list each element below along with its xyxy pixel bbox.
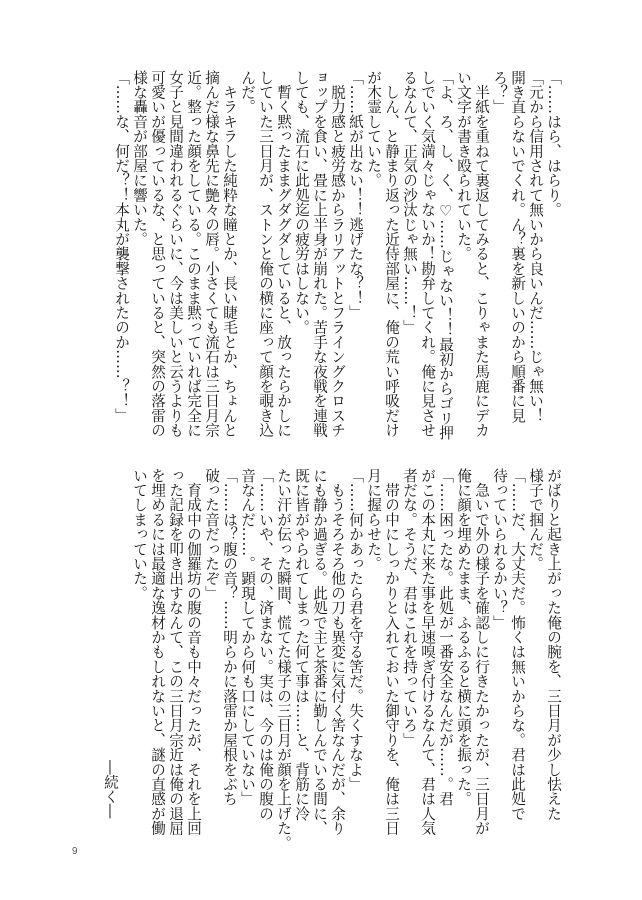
text-column: 脱力感と疲労感からラリアットとフライングクロスチ [329,70,346,438]
text-column: 破った音だったぞ」 [203,468,220,601]
page-number: 9 [72,846,78,857]
text-column: 「……紙が出ない！！逃げたな？！」 [347,70,364,320]
text-column: んだ。 [239,70,256,115]
text-column: たい汗が伝った瞬間、慌てた様子の三日月が顔を上げた。 [275,468,292,851]
text-column: るなんて、正気の沙汰じゃ無い……！」 [401,70,418,335]
text-column: 「……はら、はらり。 [545,70,562,217]
text-column: い文字が書き殴られていた。 [455,70,472,262]
text-column: していた三日月が、ストンと俺の横に座って顔を覗き込 [257,70,274,438]
upper-text-block [112,70,562,440]
to-be-continued-mark: ―続く― [102,760,119,819]
text-column: 開き直らないでくれ。ん？裏を新しいのから順番に見 [509,70,526,423]
text-column: 音なんだ……。顕現してから何も口にしていない」 [239,468,256,807]
text-column: 半紙を重ねて裏返してみると、こりゃまた馬鹿にデカ [473,70,490,438]
text-column: 様な轟音が部屋に響いた。 [131,70,148,247]
text-column: キラキラした純粋な瞳とか、長い睫毛とか、ちょんと [221,70,238,438]
text-column: もうそろそろ他の刀も異変に気付く筈なんだが、余り [329,468,346,836]
text-column: 暫く黙ったままグダグダしていると、放ったらかしに [275,70,292,438]
text-column: を埋めるには最適な逸材かもしれないと、謎の直感が働 [149,468,166,836]
text-column: 近。整った顔をしている。このまま黙っていれば完全に [185,70,202,438]
text-column: 「……いや、その、済まない。実は、今のは俺の腹の [257,468,274,821]
text-column: がばりと起き上がった俺の腕を、三日月が少し怯えた [545,468,562,821]
text-column: 待っていられるかい？」 [491,468,508,630]
text-column: 「よ、ろ、し、く、♡……じゃない！！最初からゴリ押 [437,70,454,440]
text-column: 「……な、何だ？！本丸が襲撃されたのか……？！」 [113,70,130,423]
text-column: 「……だ、大丈夫だ。怖くは無いからな。君は此処で [509,468,526,821]
text-column: った記録を叩き出すなんて、この三日月宗近は俺の退屈 [167,468,184,836]
text-column: しん、と静まり返った近侍部屋に、俺の荒い呼吸だけ [383,70,400,438]
text-column: 月に握らせた。 [365,468,382,571]
text-column: 急いで外の様子を確認しに行きたかったが、三日月が [473,468,490,836]
text-column: 「元から信用されて無いから良いんだ……じゃ無い！ [527,70,544,423]
lower-text-block [130,468,562,851]
text-column: 可愛いが優っているな、と思っていると、突然の落雷の [149,70,166,438]
text-column: 「……は？腹の音？……明らかに落雷か屋根をぶち [221,468,238,807]
text-column: ョップを食い、畳に上半身が崩れた。苦手な夜戦を連戦 [311,70,328,438]
text-column: がこの本丸に来た事を早速嗅ぎ付けるなんて、君は人気 [419,468,436,836]
text-column: 育成中の伽羅坊の腹の音も中々だったが、それを上回 [185,468,202,836]
text-column: 女子と見間違われるぐらいに、今は美しいと云うよりも [167,70,184,438]
text-column: 帯の中にしっかりと入れておいた御守りを、俺は三日 [383,468,400,836]
text-column: 「……何かあったら君を守る筈だ。失くすなよ」 [347,468,364,792]
text-column: 既に皆がやられてしまった何て事は……と、背筋に冷 [293,468,310,821]
text-column: しでいく気満々じゃないか！勘弁してくれ。俺に見させ [419,70,436,438]
text-column: にも静か過ぎる。此処で主と茶番に勤しんでいる間に、 [311,468,328,836]
text-column: 俺に顔を埋めたまま、ふるふると横に頭を振った。 [455,468,472,807]
text-column: ろ？」 [491,70,508,115]
text-column: 様子で掴んだ。 [527,468,544,571]
text-column: しても、流石に此処迄の疲労はしない。 [293,70,310,335]
text-column: 摘んだ様な鼻先に艶々の唇。小さくても流石は三日月宗 [203,70,220,438]
text-column: いてしまっていた。 [131,468,148,601]
text-column: 「……困ったな。此処が一番安全なんだが……。君 [437,468,454,807]
text-column: 者だな。そうだ、君はこれを持っていろ」 [401,468,418,748]
text-column: が木霊していた。 [365,70,382,188]
